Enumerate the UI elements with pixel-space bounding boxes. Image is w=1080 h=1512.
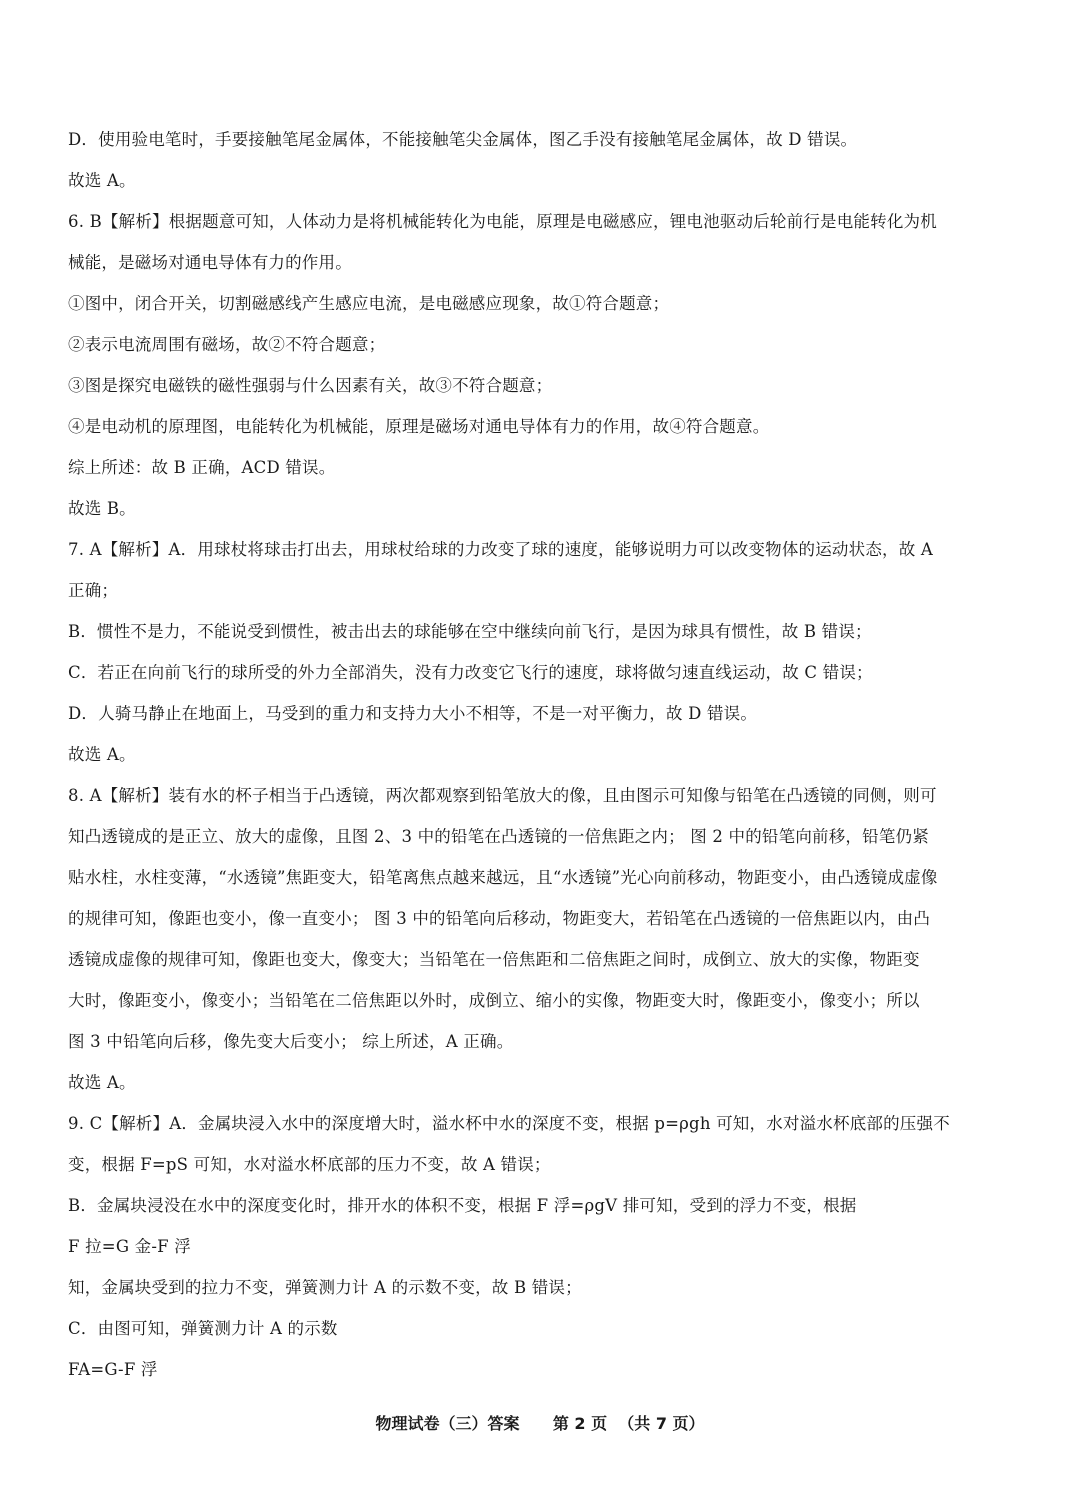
text-line: ②表示电流周围有磁场，故②不符合题意； (68, 335, 386, 354)
text-line: ①图中，闭合开关，切割磁感线产生感应电流，是电磁感应现象，故①符合题意； (68, 294, 670, 313)
text-line: B．金属块浸没在水中的深度变化时，排开水的体积不变，根据 F 浮=ρgV 排可知，受到的浮力不变，根据 (68, 1196, 857, 1215)
text-line: 图 3 中铅笔向后移，像先变大后变小； 综上所述，A 正确。 (68, 1032, 514, 1051)
text-line: 知凸透镜成的是正立、放大的虚像，且图 2、3 中的铅笔在凸透镜的一倍焦距之内； 图 2 中的铅笔向前移，铅笔仍紧 (68, 827, 929, 846)
text-line: 正确； (68, 581, 119, 600)
text-line: 故选 A。 (68, 745, 136, 764)
text-line: C．若正在向前飞行的球所受的外力全部消失，没有力改变它飞行的速度，球将做匀速直线运动，故 C 错误； (68, 663, 873, 682)
text-line: FA=G-F 浮 (68, 1360, 158, 1379)
text-line: 透镜成虚像的规律可知，像距也变大，像变大；当铅笔在一倍焦距和二倍焦距之间时，成倒立、放大的实像，物距变 (68, 950, 920, 969)
text-line: C．由图可知，弹簧测力计 A 的示数 (68, 1319, 338, 1338)
text-line: 7. A【解析】A．用球杖将球击打出去，用球杖给球的力改变了球的速度，能够说明力可以改变物体的运动状态，故 A (68, 540, 933, 559)
text-line: D．使用验电笔时，手要接触笔尾金属体，不能接触笔尖金属体，图乙手没有接触笔尾金属体，故 D 错误。 (68, 130, 858, 149)
text-line: 知，金属块受到的拉力不变，弹簧测力计 A 的示数不变，故 B 错误； (68, 1278, 582, 1297)
text-line: 变，根据 F=pS 可知，水对溢水杯底部的压力不变，故 A 错误； (68, 1155, 551, 1174)
text-line: ④是电动机的原理图，电能转化为机械能，原理是磁场对通电导体有力的作用，故④符合题意。 (68, 417, 770, 436)
text-line: ③图是探究电磁铁的磁性强弱与什么因素有关，故③不符合题意； (68, 376, 553, 395)
page-footer: 物理试卷（三）答案 第 2 页 （共 7 页） (375, 1414, 705, 1433)
text-line: 大时，像距变小，像变小；当铅笔在二倍焦距以外时，成倒立、缩小的实像，物距变大时，像距变小，像变小；所以 (68, 991, 920, 1010)
text-line: 9. C【解析】A．金属块浸入水中的深度增大时，溢水杯中水的深度不变，根据 p=ρgh 可知，水对溢水杯底部的压强不 (68, 1114, 950, 1133)
text-line: 故选 A。 (68, 1073, 136, 1092)
answer-text-body (68, 119, 1018, 1390)
text-line: 故选 B。 (68, 499, 136, 518)
text-line: F 拉=G 金-F 浮 (68, 1237, 191, 1256)
text-line: 故选 A。 (68, 171, 136, 190)
text-line: 综上所述：故 B 正确，ACD 错误。 (68, 458, 336, 477)
text-line: 贴水柱，水柱变薄，“水透镜”焦距变大，铅笔离焦点越来越远，且“水透镜”光心向前移动，物距变小，由凸透镜成虚像 (68, 868, 938, 887)
text-line: 械能，是磁场对通电导体有力的作用。 (68, 253, 352, 272)
text-line: D．人骑马静止在地面上，马受到的重力和支持力大小不相等，不是一对平衡力，故 D 错误。 (68, 704, 758, 723)
text-line: 6. B【解析】根据题意可知，人体动力是将机械能转化为电能，原理是电磁感应，锂电池驱动后轮前行是电能转化为机 (68, 212, 937, 231)
text-line: 的规律可知，像距也变小，像一直变小； 图 3 中的铅笔向后移动，物距变大，若铅笔在凸透镜的一倍焦距以内，由凸 (68, 909, 931, 928)
text-line: 8. A【解析】装有水的杯子相当于凸透镜，两次都观察到铅笔放大的像，且由图示可知像与铅笔在凸透镜的同侧，则可 (68, 786, 937, 805)
text-line: B．惯性不是力，不能说受到惯性，被击出去的球能够在空中继续向前飞行，是因为球具有惯性，故 B 错误； (68, 622, 872, 641)
